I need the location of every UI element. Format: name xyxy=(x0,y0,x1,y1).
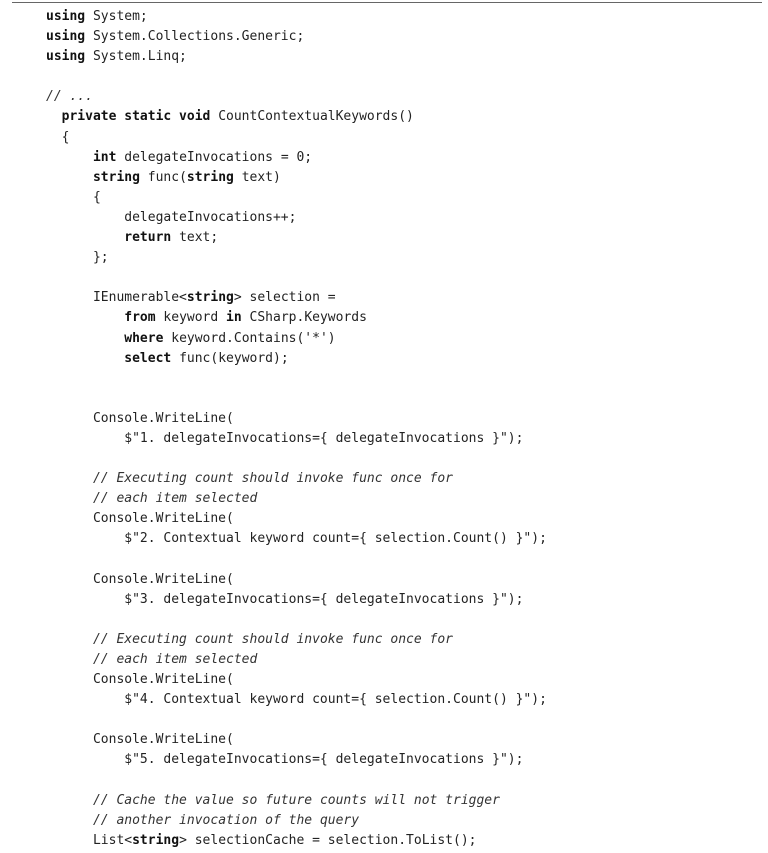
code-keyword: return xyxy=(124,230,172,246)
code-text: System.Linq; xyxy=(85,49,187,65)
code-keyword: using xyxy=(46,29,86,45)
code-line xyxy=(46,831,547,851)
code-text: System.Collections.Generic; xyxy=(85,29,305,45)
code-text xyxy=(46,310,124,325)
blank-line xyxy=(46,389,547,409)
code-text xyxy=(46,632,93,647)
code-text: text; xyxy=(171,230,219,246)
code-line xyxy=(46,329,547,349)
code-line xyxy=(46,791,547,811)
code-line xyxy=(46,7,547,27)
code-comment: // each item selected xyxy=(92,491,258,507)
code-line xyxy=(46,811,547,831)
blank-line xyxy=(46,771,547,791)
blank-line xyxy=(46,710,547,730)
code-text: $"5. delegateInvocations={ delegateInvocations }"); xyxy=(46,752,524,768)
code-comment: // another invocation of the query xyxy=(92,812,360,828)
code-text: List< xyxy=(46,832,133,848)
code-line xyxy=(46,590,547,610)
code-text: Console.WriteLine( xyxy=(46,672,234,688)
code-line xyxy=(46,630,547,650)
code-text: Console.WriteLine( xyxy=(46,571,234,587)
code-text: keyword.Contains('*') xyxy=(163,330,336,346)
code-line xyxy=(46,308,547,328)
code-text: }; xyxy=(46,250,109,266)
code-line xyxy=(46,188,547,208)
code-line xyxy=(46,47,547,67)
code-keyword: string xyxy=(186,290,234,306)
code-text xyxy=(46,793,93,808)
code-text xyxy=(46,491,93,506)
code-keyword: from xyxy=(124,310,156,326)
code-comment: // ... xyxy=(46,89,93,105)
blank-line xyxy=(46,67,547,87)
code-line xyxy=(46,208,547,228)
code-comment: // Executing count should invoke func once for xyxy=(92,631,453,647)
code-line xyxy=(46,570,547,590)
code-line xyxy=(46,107,547,127)
code-keyword: in xyxy=(226,310,242,326)
code-text: delegateInvocations++; xyxy=(46,209,297,225)
code-text: $"2. Contextual keyword count={ selection.Count() }"); xyxy=(46,531,547,547)
code-keyword: where xyxy=(124,330,164,346)
code-comment: // Cache the value so future counts will not trigger xyxy=(92,792,500,808)
code-text: IEnumerable< xyxy=(46,290,187,306)
code-text: func( xyxy=(139,169,187,185)
code-text: Console.WriteLine( xyxy=(46,511,234,527)
code-text: $"4. Contextual keyword count={ selection.Count() }"); xyxy=(46,692,547,708)
code-keyword: string xyxy=(92,169,140,185)
code-comment: // each item selected xyxy=(92,652,258,667)
code-text xyxy=(46,652,93,667)
code-keyword: string xyxy=(186,169,234,185)
top-divider xyxy=(12,2,762,3)
code-keyword: private static void xyxy=(61,109,211,125)
code-line xyxy=(46,650,547,670)
code-text xyxy=(46,230,124,245)
code-text: Console.WriteLine( xyxy=(46,732,234,748)
code-keyword: string xyxy=(132,832,180,848)
code-line xyxy=(46,529,547,549)
code-line xyxy=(46,27,547,47)
code-text: > selectionCache = selection.ToList(); xyxy=(179,832,477,848)
code-line xyxy=(46,730,547,750)
blank-line xyxy=(46,610,547,630)
blank-line xyxy=(46,268,547,288)
code-keyword: using xyxy=(46,49,86,65)
code-line xyxy=(46,429,547,449)
code-text xyxy=(46,471,93,486)
code-line xyxy=(46,349,547,369)
code-text xyxy=(46,331,124,346)
code-keyword: int xyxy=(92,149,117,165)
code-line xyxy=(46,409,547,429)
code-line xyxy=(46,509,547,529)
code-text: CountContextualKeywords() xyxy=(210,109,414,125)
code-text: func(keyword); xyxy=(171,350,289,366)
code-text: CSharp.Keywords xyxy=(241,310,367,326)
code-text: keyword xyxy=(155,310,227,326)
code-text: > selection = xyxy=(233,290,336,306)
code-line xyxy=(46,228,547,248)
code-comment: // Executing count should invoke func once for xyxy=(92,471,453,487)
code-line xyxy=(46,690,547,710)
blank-line xyxy=(46,449,547,469)
code-text: System; xyxy=(85,9,148,24)
code-text xyxy=(46,150,93,165)
code-text: $"3. delegateInvocations={ delegateInvocations }"); xyxy=(46,591,524,607)
code-text: Console.WriteLine( xyxy=(46,410,234,426)
code-text xyxy=(46,351,124,366)
code-line xyxy=(46,128,547,148)
code-text: { xyxy=(46,189,101,205)
code-line xyxy=(46,288,547,308)
blank-line xyxy=(46,550,547,570)
code-line xyxy=(46,469,547,489)
code-keyword: select xyxy=(124,350,172,366)
code-text: text) xyxy=(233,169,281,185)
code-text xyxy=(46,813,93,828)
code-line xyxy=(46,248,547,268)
code-text: delegateInvocations = 0; xyxy=(116,149,313,165)
code-text: $"1. delegateInvocations={ delegateInvocations }"); xyxy=(46,430,524,446)
code-text: { xyxy=(46,129,70,145)
code-line xyxy=(46,148,547,168)
code-line xyxy=(46,750,547,770)
code-text xyxy=(46,109,62,124)
code-text xyxy=(46,170,93,185)
blank-line xyxy=(46,369,547,389)
code-line xyxy=(46,87,547,107)
code-line xyxy=(46,168,547,188)
code-listing xyxy=(46,7,547,851)
code-line xyxy=(46,489,547,509)
code-keyword: using xyxy=(46,9,86,24)
code-line xyxy=(46,670,547,690)
